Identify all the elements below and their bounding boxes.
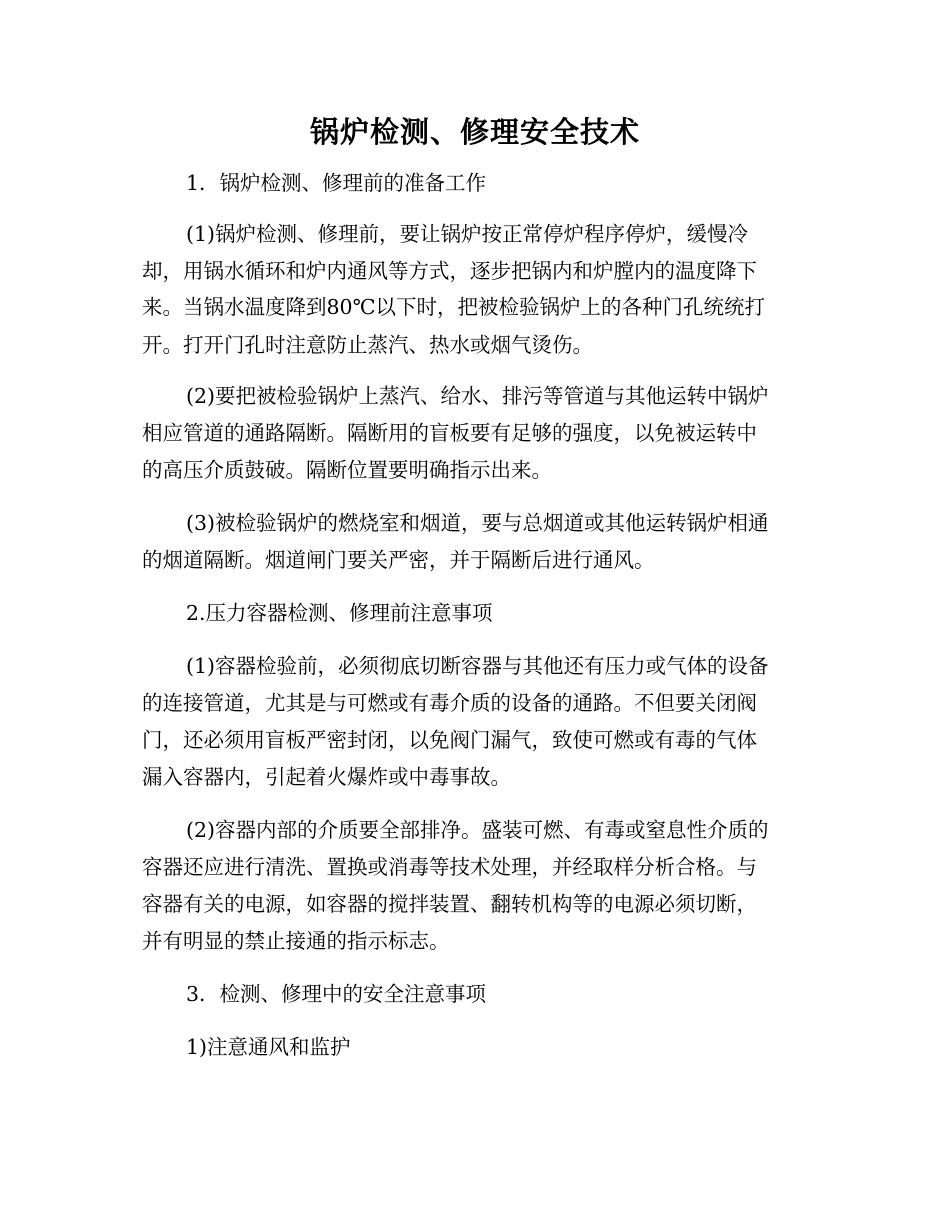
paragraph-line: 的烟道隔断。烟道闸门要关严密，并于隔断后进行通风。 — [142, 548, 655, 572]
paragraph-line: 的连接管道，尤其是与可燃或有毒介质的设备的通路。不但要关闭阀 — [142, 691, 757, 715]
paragraph-line: 相应管道的通路隔断。隔断用的盲板要有足够的强度，以免被运转中 — [142, 421, 757, 445]
paragraph-line: 门，还必须用盲板严密封闭，以免阀门漏气，致使可燃或有毒的气体 — [142, 728, 757, 752]
paragraph-line: (3)被检验锅炉的燃烧室和烟道，要与总烟道或其他运转锅炉相通 — [186, 511, 769, 535]
section-heading-1: 1．锅炉检测、修理前的准备工作 — [186, 171, 487, 195]
paragraph-line: (1)锅炉检测、修理前，要让锅炉按正常停炉程序停炉，缓慢冷 — [186, 222, 749, 246]
subsection-heading: 1)注意通风和监护 — [186, 1035, 351, 1059]
paragraph-line: 来。当锅水温度降到80℃以下时，把被检验锅炉上的各种门孔统统打 — [142, 295, 766, 319]
paragraph-line: 开。打开门孔时注意防止蒸汽、热水或烟气烫伤。 — [142, 333, 593, 357]
paragraph-line: 却，用锅水循环和炉内通风等方式，逐步把锅内和炉膛内的温度降下 — [142, 259, 757, 283]
paragraph-line: (2)容器内部的介质要全部排净。盛装可燃、有毒或窒息性介质的 — [186, 818, 769, 842]
paragraph-line: (1)容器检验前，必须彻底切断容器与其他还有压力或气体的设备 — [186, 654, 769, 678]
paragraph-line: 的高压介质鼓破。隔断位置要明确指示出来。 — [142, 458, 552, 482]
document-title: 锅炉检测、修理安全技术 — [309, 115, 640, 149]
section-heading-3: 3．检测、修理中的安全注意事项 — [186, 982, 487, 1006]
paragraph-line: 容器有关的电源，如容器的搅拌装置、翻转机构等的电源必须切断， — [142, 892, 757, 916]
paragraph-line: 并有明显的禁止接通的指示标志。 — [142, 929, 450, 953]
section-heading-2: 2.压力容器检测、修理前注意事项 — [186, 601, 493, 625]
paragraph-line: 漏入容器内，引起着火爆炸或中毒事故。 — [142, 765, 511, 789]
paragraph-line: 容器还应进行清洗、置换或消毒等技术处理，并经取样分析合格。与 — [142, 855, 757, 879]
paragraph-line: (2)要把被检验锅炉上蒸汽、给水、排污等管道与其他运转中锅炉 — [186, 384, 769, 408]
